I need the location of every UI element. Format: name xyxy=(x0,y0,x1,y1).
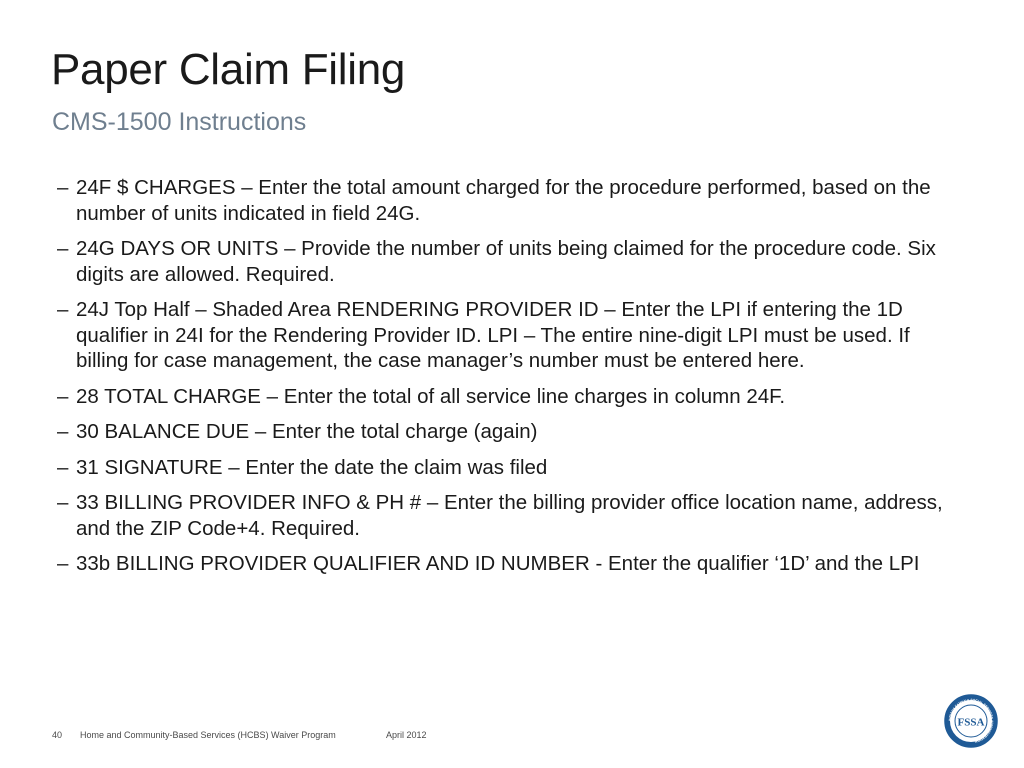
slide-title: Paper Claim Filing xyxy=(51,45,406,94)
bullet-item xyxy=(57,297,957,374)
bullet-item xyxy=(57,455,957,481)
bullet-item xyxy=(57,490,957,541)
fssa-seal-icon xyxy=(944,694,998,748)
bullet-list xyxy=(57,175,957,587)
bullet-dash: – xyxy=(57,298,69,321)
logo-text: FSSA xyxy=(957,716,985,729)
bullet-text: 30 BALANCE DUE – Enter the total charge (again) xyxy=(76,420,538,443)
logo-ring-text: INDIANA FAMILY & SOCIAL SERVICES ADMINISTRATION xyxy=(947,697,995,744)
bullet-dash: – xyxy=(57,491,69,514)
page-number: 40 xyxy=(52,730,63,740)
bullet-item xyxy=(57,384,957,410)
bullet-item xyxy=(57,175,957,226)
bullet-dash: – xyxy=(57,552,69,575)
footer-program: Home and Community-Based Services (HCBS) Waiver Program xyxy=(80,730,336,740)
bullet-dash: – xyxy=(57,455,69,479)
bullet-text: 24J Top Half – Shaded Area RENDERING PROVIDER ID – Enter the LPI if entering the 1D qualifier in 24I for the Rendering Provider ID. LPI – The entire nine-digit LPI must be used. If billing for case management, the case manager’s number must be entered here. xyxy=(76,298,910,372)
bullet-text: 24F $ CHARGES – Enter the total amount charged for the procedure performed, based on the number of units indicated in field 24G. xyxy=(76,176,931,225)
bullet-text: 28 TOTAL CHARGE – Enter the total of all service line charges in column 24F. xyxy=(76,384,786,408)
bullet-item xyxy=(57,551,957,577)
bullet-text: 24G DAYS OR UNITS – Provide the number of units being claimed for the procedure code. Six digits are allowed. Required. xyxy=(76,237,936,286)
bullet-dash: – xyxy=(57,237,69,260)
bullet-text: 33b BILLING PROVIDER QUALIFIER AND ID NUMBER - Enter the qualifier ‘1D’ and the LPI xyxy=(76,552,920,575)
bullet-dash: – xyxy=(57,384,69,408)
bullet-item xyxy=(57,236,957,287)
bullet-item xyxy=(57,419,957,445)
bullet-dash: – xyxy=(57,420,69,443)
footer-date: April 2012 xyxy=(386,730,427,740)
slide-subtitle: CMS-1500 Instructions xyxy=(52,108,307,136)
bullet-dash: – xyxy=(57,176,69,199)
bullet-text: 33 BILLING PROVIDER INFO & PH # – Enter the billing provider office location name, address, and the ZIP Code+4. Required. xyxy=(76,491,943,540)
bullet-text: 31 SIGNATURE – Enter the date the claim was filed xyxy=(76,455,548,479)
